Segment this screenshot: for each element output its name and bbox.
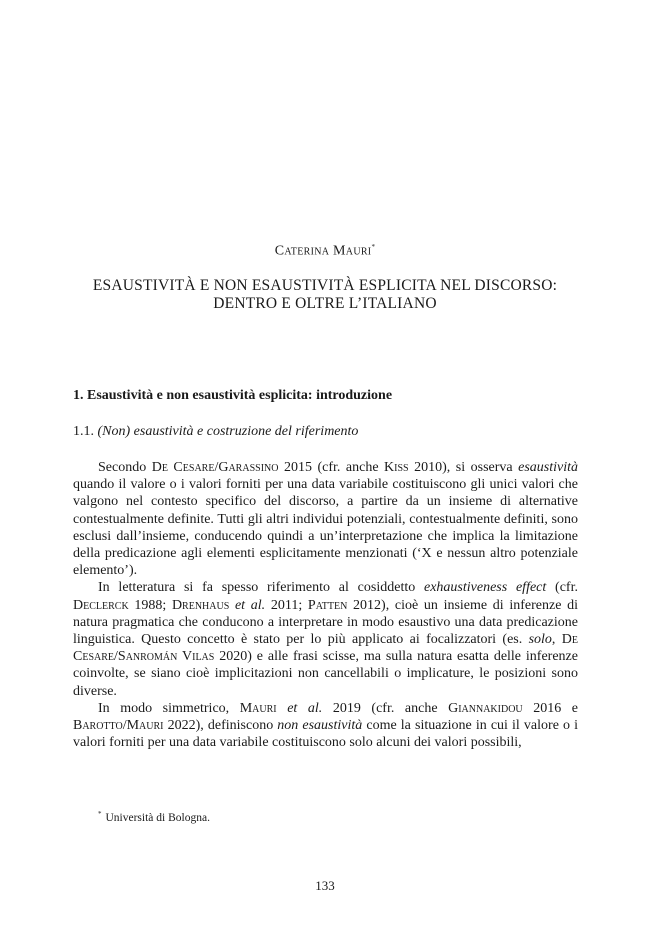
footnote	[98, 810, 210, 824]
text-run: come la situazione in cui il valore o i valori forniti per una data variabile costituiscono solo alcuni dei valori possibili,	[73, 718, 578, 751]
citation-author: De Cesare	[151, 460, 215, 475]
text-run: ,	[551, 632, 562, 648]
text-run: 2022), definiscono	[163, 718, 278, 734]
text-run: 2019 (cfr. anche	[322, 700, 449, 716]
subsection-number: 1.1.	[73, 424, 94, 439]
text-run: 2016 e	[522, 700, 578, 716]
subsection-heading	[73, 424, 358, 440]
author-footnote-mark: *	[371, 243, 376, 251]
citation-author: Mauri	[239, 700, 277, 716]
author-name: Caterina Mauri	[274, 243, 372, 259]
subsection-title: (Non) esaustività e costruzione del riferimento	[97, 424, 359, 439]
citation-author: Mauri	[126, 718, 164, 734]
paragraph	[73, 579, 578, 699]
text-run: 2010), si osserva	[408, 460, 519, 475]
text-run	[277, 701, 288, 716]
body-text	[73, 459, 578, 751]
citation-author: Declerck	[73, 597, 129, 613]
text-run: /	[122, 718, 127, 734]
citation-author: Giannakidou	[448, 700, 523, 716]
italic-run: et al.	[287, 700, 323, 716]
text-run: 1988;	[128, 597, 172, 613]
text-run: Secondo	[98, 460, 152, 475]
text-run: 2020) e alle frasi scisse, ma sulla natura esatta delle inferenze coinvolte, se siano cioè implicitazioni non cancellabili o implicature, le posizioni sono diverse.	[73, 649, 578, 699]
italic-run: non esaustività	[277, 718, 363, 734]
citation-author: Barotto	[73, 718, 123, 734]
footnote-mark: *	[98, 810, 102, 818]
citation-author: De Cesare	[73, 632, 578, 665]
text-run: /	[214, 460, 219, 475]
footnote-text: Università di Bologna.	[105, 811, 210, 824]
page-number: 133	[315, 878, 335, 893]
italic-run: solo	[528, 632, 552, 648]
author-line	[0, 243, 650, 260]
italic-run: esaustività	[518, 460, 578, 475]
paragraph	[73, 700, 578, 752]
text-run: 2011;	[265, 597, 308, 613]
citation-author: Kiss	[384, 460, 409, 475]
citation-author: Sanromán Vilas	[117, 649, 215, 665]
section-heading: 1. Esaustività e non esaustività esplicita: introduzione	[73, 388, 393, 403]
text-run: 2015 (cfr. anche	[278, 460, 385, 475]
italic-run: et al.	[234, 597, 266, 613]
article-title	[60, 277, 590, 313]
text-run: In modo simmetrico,	[98, 700, 240, 716]
italic-run: exhaustiveness effect	[424, 580, 547, 596]
title-line-2: DENTRO E OLTRE L’ITALIANO	[213, 295, 437, 312]
paragraph	[73, 459, 578, 579]
citation-author: Garassino	[218, 460, 279, 475]
text-run: In letteratura si fa spesso riferimento al cosiddetto	[98, 580, 424, 596]
title-line-1: ESAUSTIVITÀ E NON ESAUSTIVITÀ ESPLICITA NEL DISCORSO:	[92, 277, 558, 294]
text-run: (cfr.	[546, 580, 578, 596]
text-run: quando il valore o i valori forniti per una data variabile costituiscono gli unici valori che valgono nel contesto specifico del discorso, a partire da un insieme di alternative contestualmente definite. Tutti gli altri individui potenziali, contestualmente definiti, sono esclusi dall’insieme, conducendo quindi a un’interpretazione che implica la limitazione della predicazione agli elementi esplicitamente menzionati (‘X e nessun altro potenziale elemento’).	[73, 477, 578, 579]
citation-author: Patten	[307, 597, 348, 613]
text-run: /	[114, 649, 118, 665]
text-run: 2012), cioè un insieme di inferenze di natura pragmatica che conducono a interpretare in modo esaustivo una data predicazione linguistica. Questo concetto è stato per lo più applicato ai focalizzatori (es.	[73, 597, 579, 648]
citation-author: Drenhaus	[171, 597, 230, 613]
